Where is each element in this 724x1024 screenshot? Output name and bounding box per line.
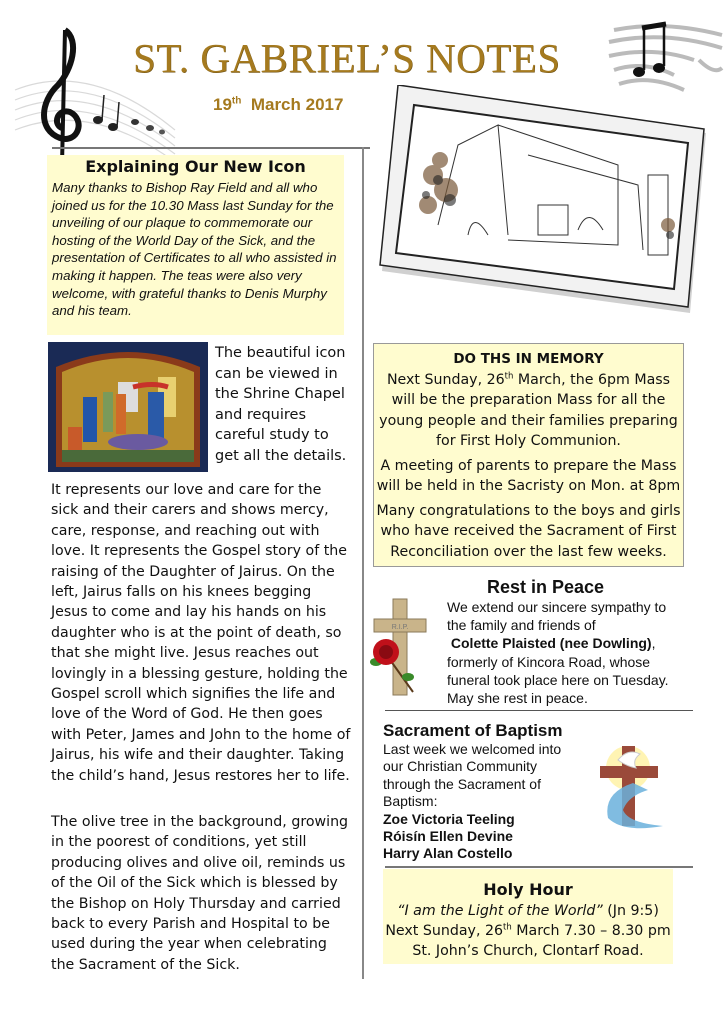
memory-prep-mass: Next Sunday, 26th March, the 6pm Mass will be the preparation Mass for all the young people and their families preparing for First Holy Communion. (379, 370, 678, 449)
memory-congrats: Many congratulations to the boys and girls who have received the Sacrament of First Reconciliation over the last few weeks. (376, 502, 681, 560)
rip-heading: Rest in Peace (487, 577, 605, 597)
explaining-heading: Explaining Our New Icon (85, 157, 306, 176)
music-note-graphic (604, 20, 724, 95)
newsletter-title: ST. GABRIEL’S NOTES (133, 35, 561, 81)
cross-with-rose-icon (368, 597, 428, 697)
deceased-name: Colette Plaisted (nee Dowling) (450, 635, 652, 652)
icon-location-text: The beautiful icon can be viewed in the Shrine Chapel and requires careful study to get all the details. (215, 345, 347, 464)
holy-hour-time: Next Sunday, 26th March 7.30 – 8.30 pm (385, 922, 671, 940)
cross-dove-water-icon (588, 738, 670, 838)
holy-hour-heading: Holy Hour (483, 880, 573, 899)
icon-description-p2: The olive tree in the background, growing in the poorest of conditions, yet still producing olives and olive oil, reminds us of the Oil of the Sick which is blessed by the Bishop on Holy Thursday and carried back to every Parish and Hospital to be used during the year when celebrating the Sacrament of the Sick. (51, 814, 349, 973)
holy-hour-location: St. John’s Church, Clontarf Road. (412, 943, 644, 960)
beamed-note-icon (604, 20, 724, 95)
column-divider (362, 147, 364, 979)
explaining-icon-box (47, 155, 344, 335)
baptism-text: Last week we welcomed into our Christian Community through the Sacrament of Baptism: Zoe Victoria Teeling Róisín Ellen Devine Harry Alan Costello (383, 741, 583, 863)
baptism-cross-image (588, 738, 670, 838)
icon-painting-image (48, 342, 208, 472)
church-drawing-frame (378, 85, 718, 315)
holy-hour-box (383, 869, 673, 964)
memory-heading: DO THS IN MEMORY (453, 351, 604, 367)
header-divider (52, 147, 370, 149)
svg-text:R.I.P.: R.I.P. (391, 624, 409, 631)
baptism-names (383, 811, 583, 863)
issue-date: 19th March 2017 (213, 95, 344, 114)
explaining-intro: Many thanks to Bishop Ray Field and all who joined us for the 10.30 Mass last Sunday for the unveiling of our plaque to commemorate our hosting of the World Day of the Sick, and the presentation of Certificates to all who assisted in making it happen. The teas were also very welcome, with grateful thanks to Denis Murphy and his team. (52, 180, 337, 319)
first-communion-notice (373, 343, 684, 567)
baptism-name: Harry Alan Costello (383, 845, 513, 862)
baptism-name: Róisín Ellen Devine (383, 828, 513, 845)
rip-divider (385, 710, 693, 711)
holy-hour-quote: “I am the Light of the World” (Jn 9:5) (397, 903, 659, 919)
memory-meeting: A meeting of parents to prepare the Mass will be held in the Sacristy on Mon. at 8pm (376, 457, 681, 494)
rip-cross-rose-image (368, 597, 428, 697)
baptism-name: Zoe Victoria Teeling (383, 810, 515, 827)
jairus-icon-painting (48, 342, 208, 472)
rip-text: We extend our sincere sympathy to the family and friends of Colette Plaisted (nee Dowling), formerly of Kincora Road, whose funeral took place here on Tuesday. May she rest in peace. (447, 599, 669, 707)
baptism-heading: Sacrament of Baptism (383, 721, 563, 740)
baptism-divider (385, 866, 693, 868)
icon-description-p1: It represents our love and care for the sick and their carers and shows mercy, care, response, and reaching out with love. It represents the Gospel story of the raising of the Daughter of Jairus. On the left, Jairus falls on his knees begging Jesus to come and lay his hands on his daughter who is at the point of death, so that she might live. Jesus reaches out lovingly in a blessing gesture, holding the Gospel scroll which signifies the life and love of the Word of God. He then goes with Peter, James and John to the home of Jairus, his wife and their daughter. Taking the child’s hand, Jesus restores her to life. (51, 482, 351, 784)
church-sketch-icon (378, 85, 718, 315)
